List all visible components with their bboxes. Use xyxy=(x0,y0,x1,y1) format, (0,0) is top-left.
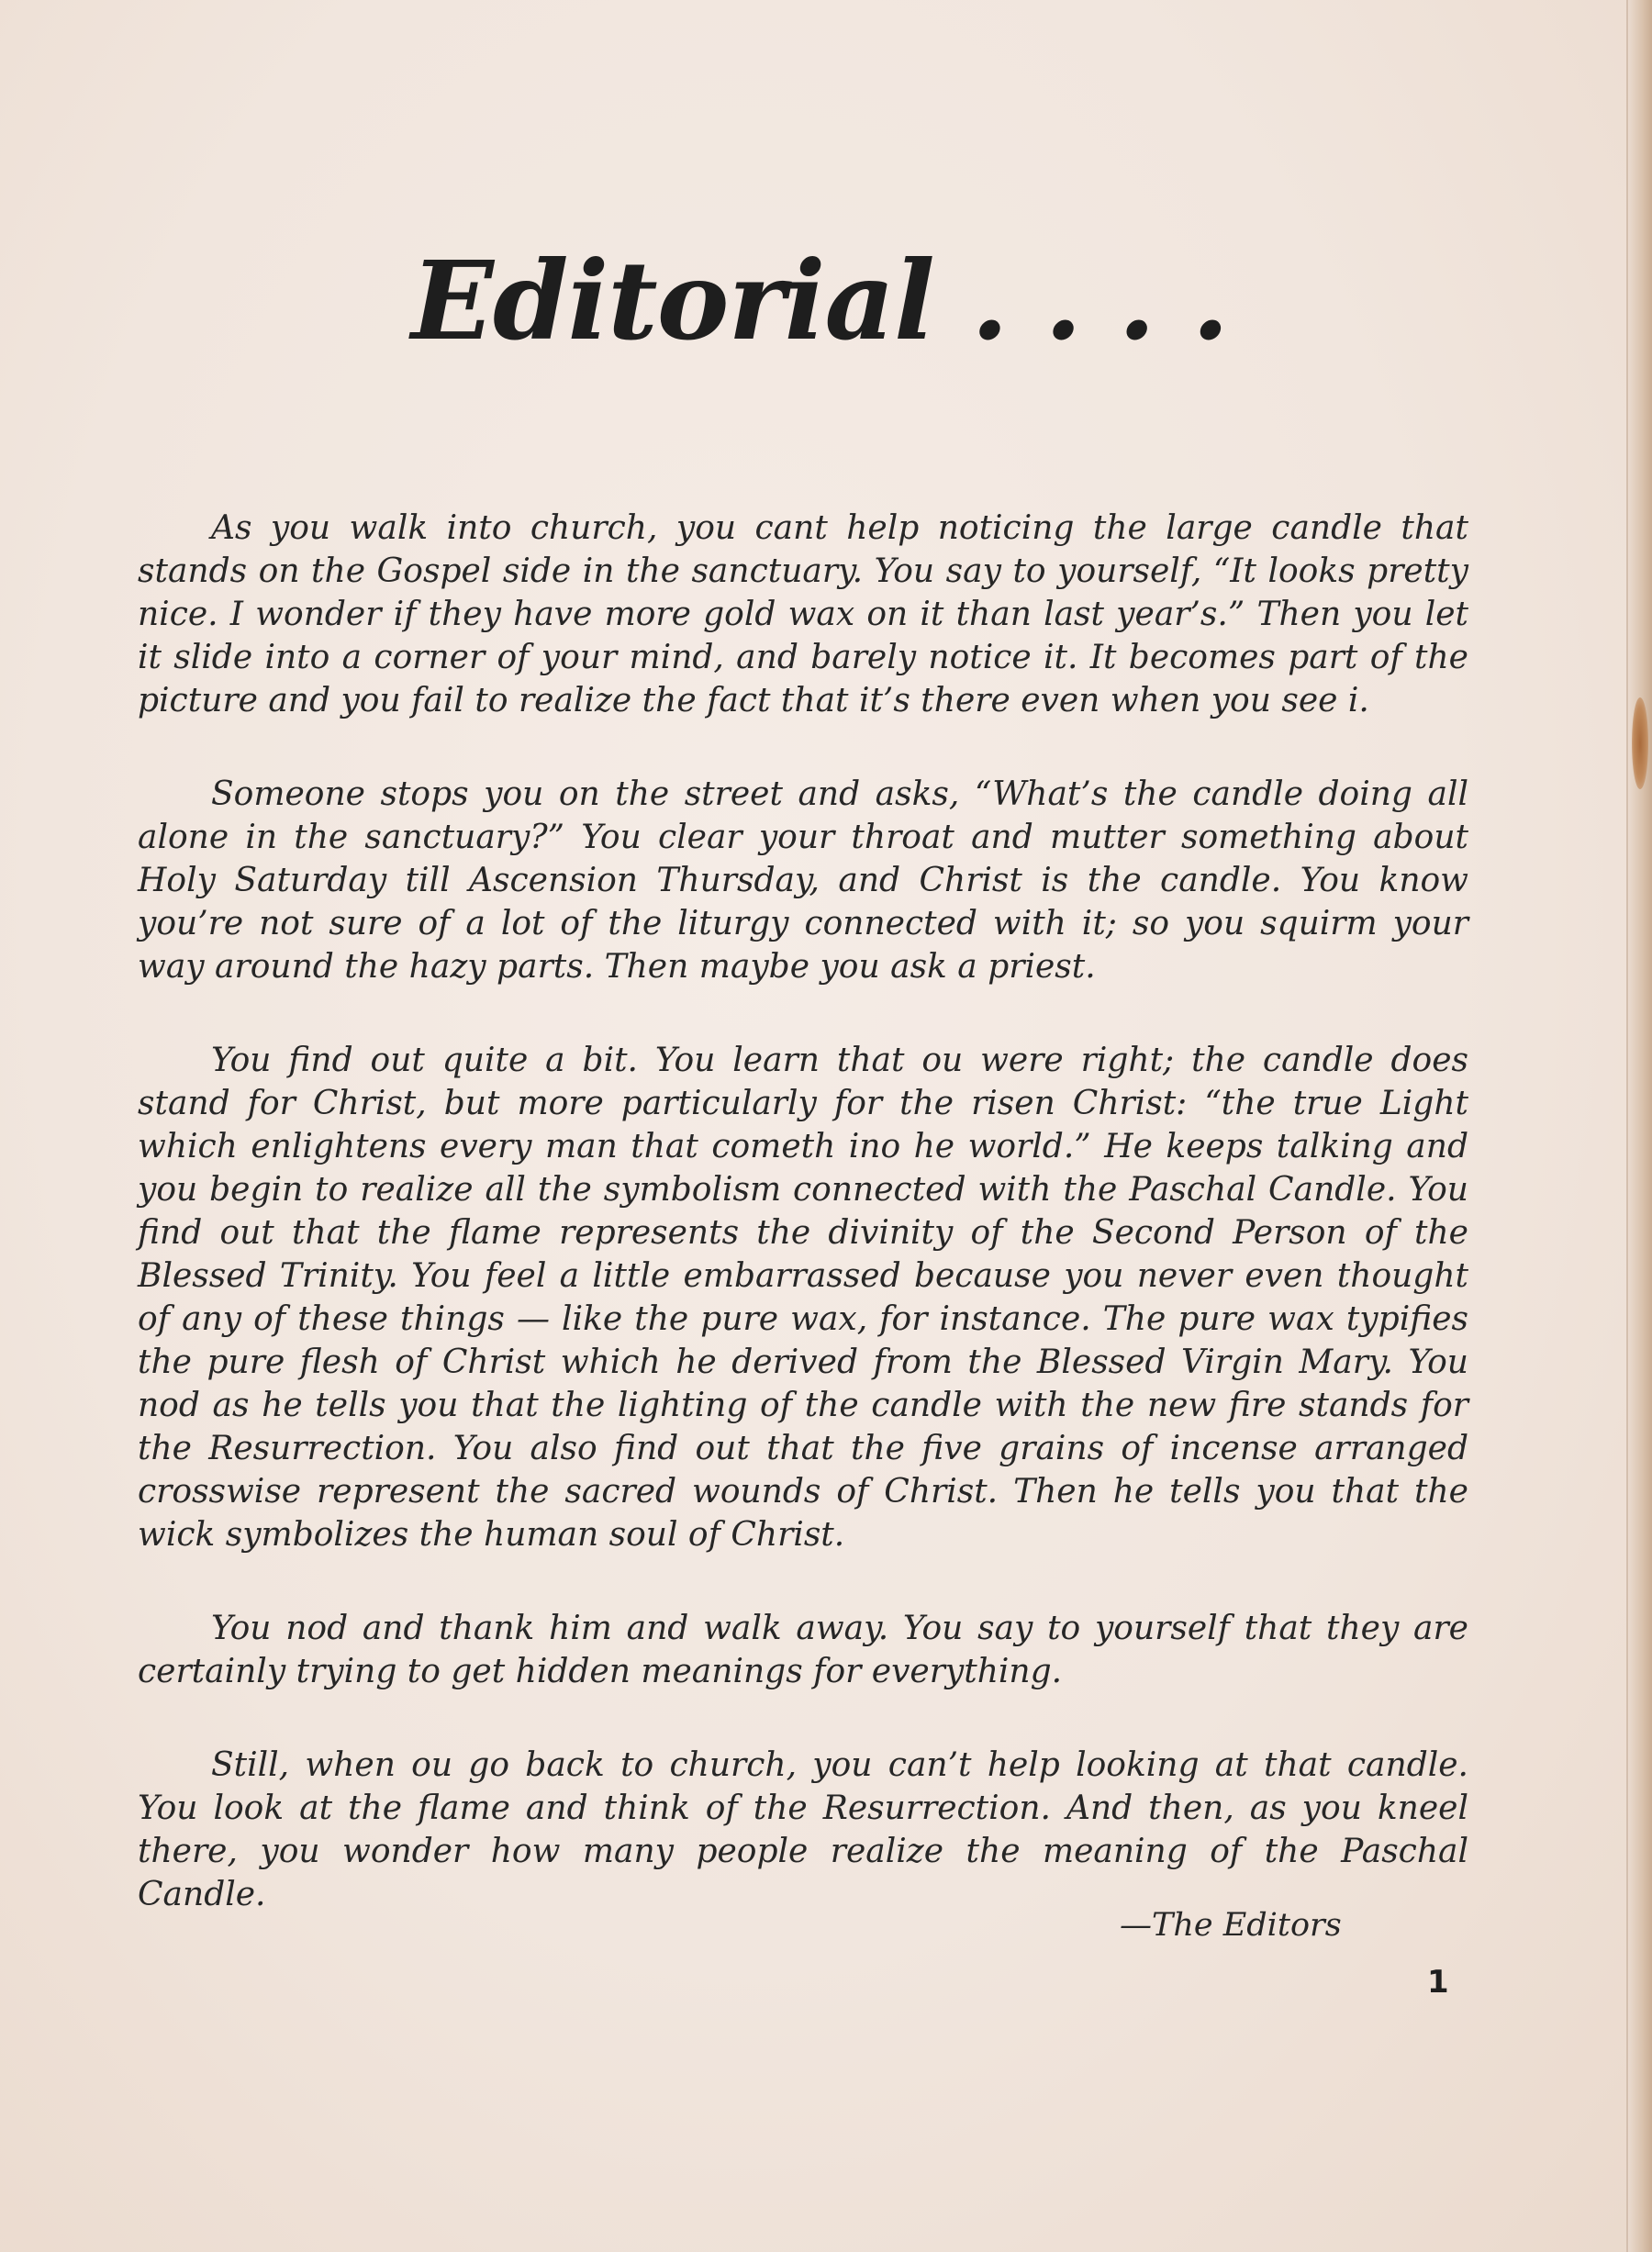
paragraph-2: Someone stops you on the street and asks, “What’s the candle doing all alone in the sanctuary?” You clear your throat and mutter something about Holy Saturday till Ascension Thursday, and Christ is the candle. You know you’re not sure of a lot of the liturgy connected with it; so you squirm your way around the hazy parts. Then maybe you ask a priest. xyxy=(138,775,1468,986)
paragraph-4: You nod and thank him and walk away. You say to yourself that they are certainly trying to get hidden meanings for everything. xyxy=(138,1610,1468,1690)
editorial-body xyxy=(138,507,1468,1967)
paragraph-5: Still, when ou go back to church, you can’t help looking at that candle. You look at the flame and think of the Resurrection. And then, as you kneel there, you wonder how many people realize the meaning of the Paschal Candle. xyxy=(138,1746,1468,1913)
paragraph-1: As you walk into church, you cant help noticing the large candle that stands on the Gospel side in the sanctuary. You say to yourself, “It looks pretty nice. I wonder if they have more gold wax on it than last year’s.” Then you let it slide into a corner of your mind, and barely notice it. It becomes part of the picture and you fail to realize the fact that it’s there even when you see i. xyxy=(138,509,1468,719)
paper-stain xyxy=(1632,697,1648,789)
signature: —The Editors xyxy=(1120,1907,1342,1944)
page-title: Editorial . . . . xyxy=(411,237,1229,364)
page-number: 1 xyxy=(1427,1964,1449,2001)
page-edge xyxy=(1628,0,1652,2252)
paragraph-3: You find out quite a bit. You learn that ou were right; the candle does stand for Christ, but more particularly for the risen Christ: “the true Light which enlightens every man that cometh ino he world.” He keeps talking and you begin to realize all the symbolism connected with the Paschal Candle. You find out that the flame represents the divinity of the Second Person of the Blessed Trinity. You feel a little embarrassed because you never even thought of any of these things — like the pure wax, for instance. The pure wax typifies the pure flesh of Christ which he derived from the Blessed Virgin Mary. You nod as he tells you that the lighting of the candle with the new fire stands for the Resurrection. You also find out that the five grains of incense arranged crosswise represent the sacred wounds of Christ. Then he tells you that the wick symbolizes the human soul of Christ. xyxy=(138,1042,1468,1554)
